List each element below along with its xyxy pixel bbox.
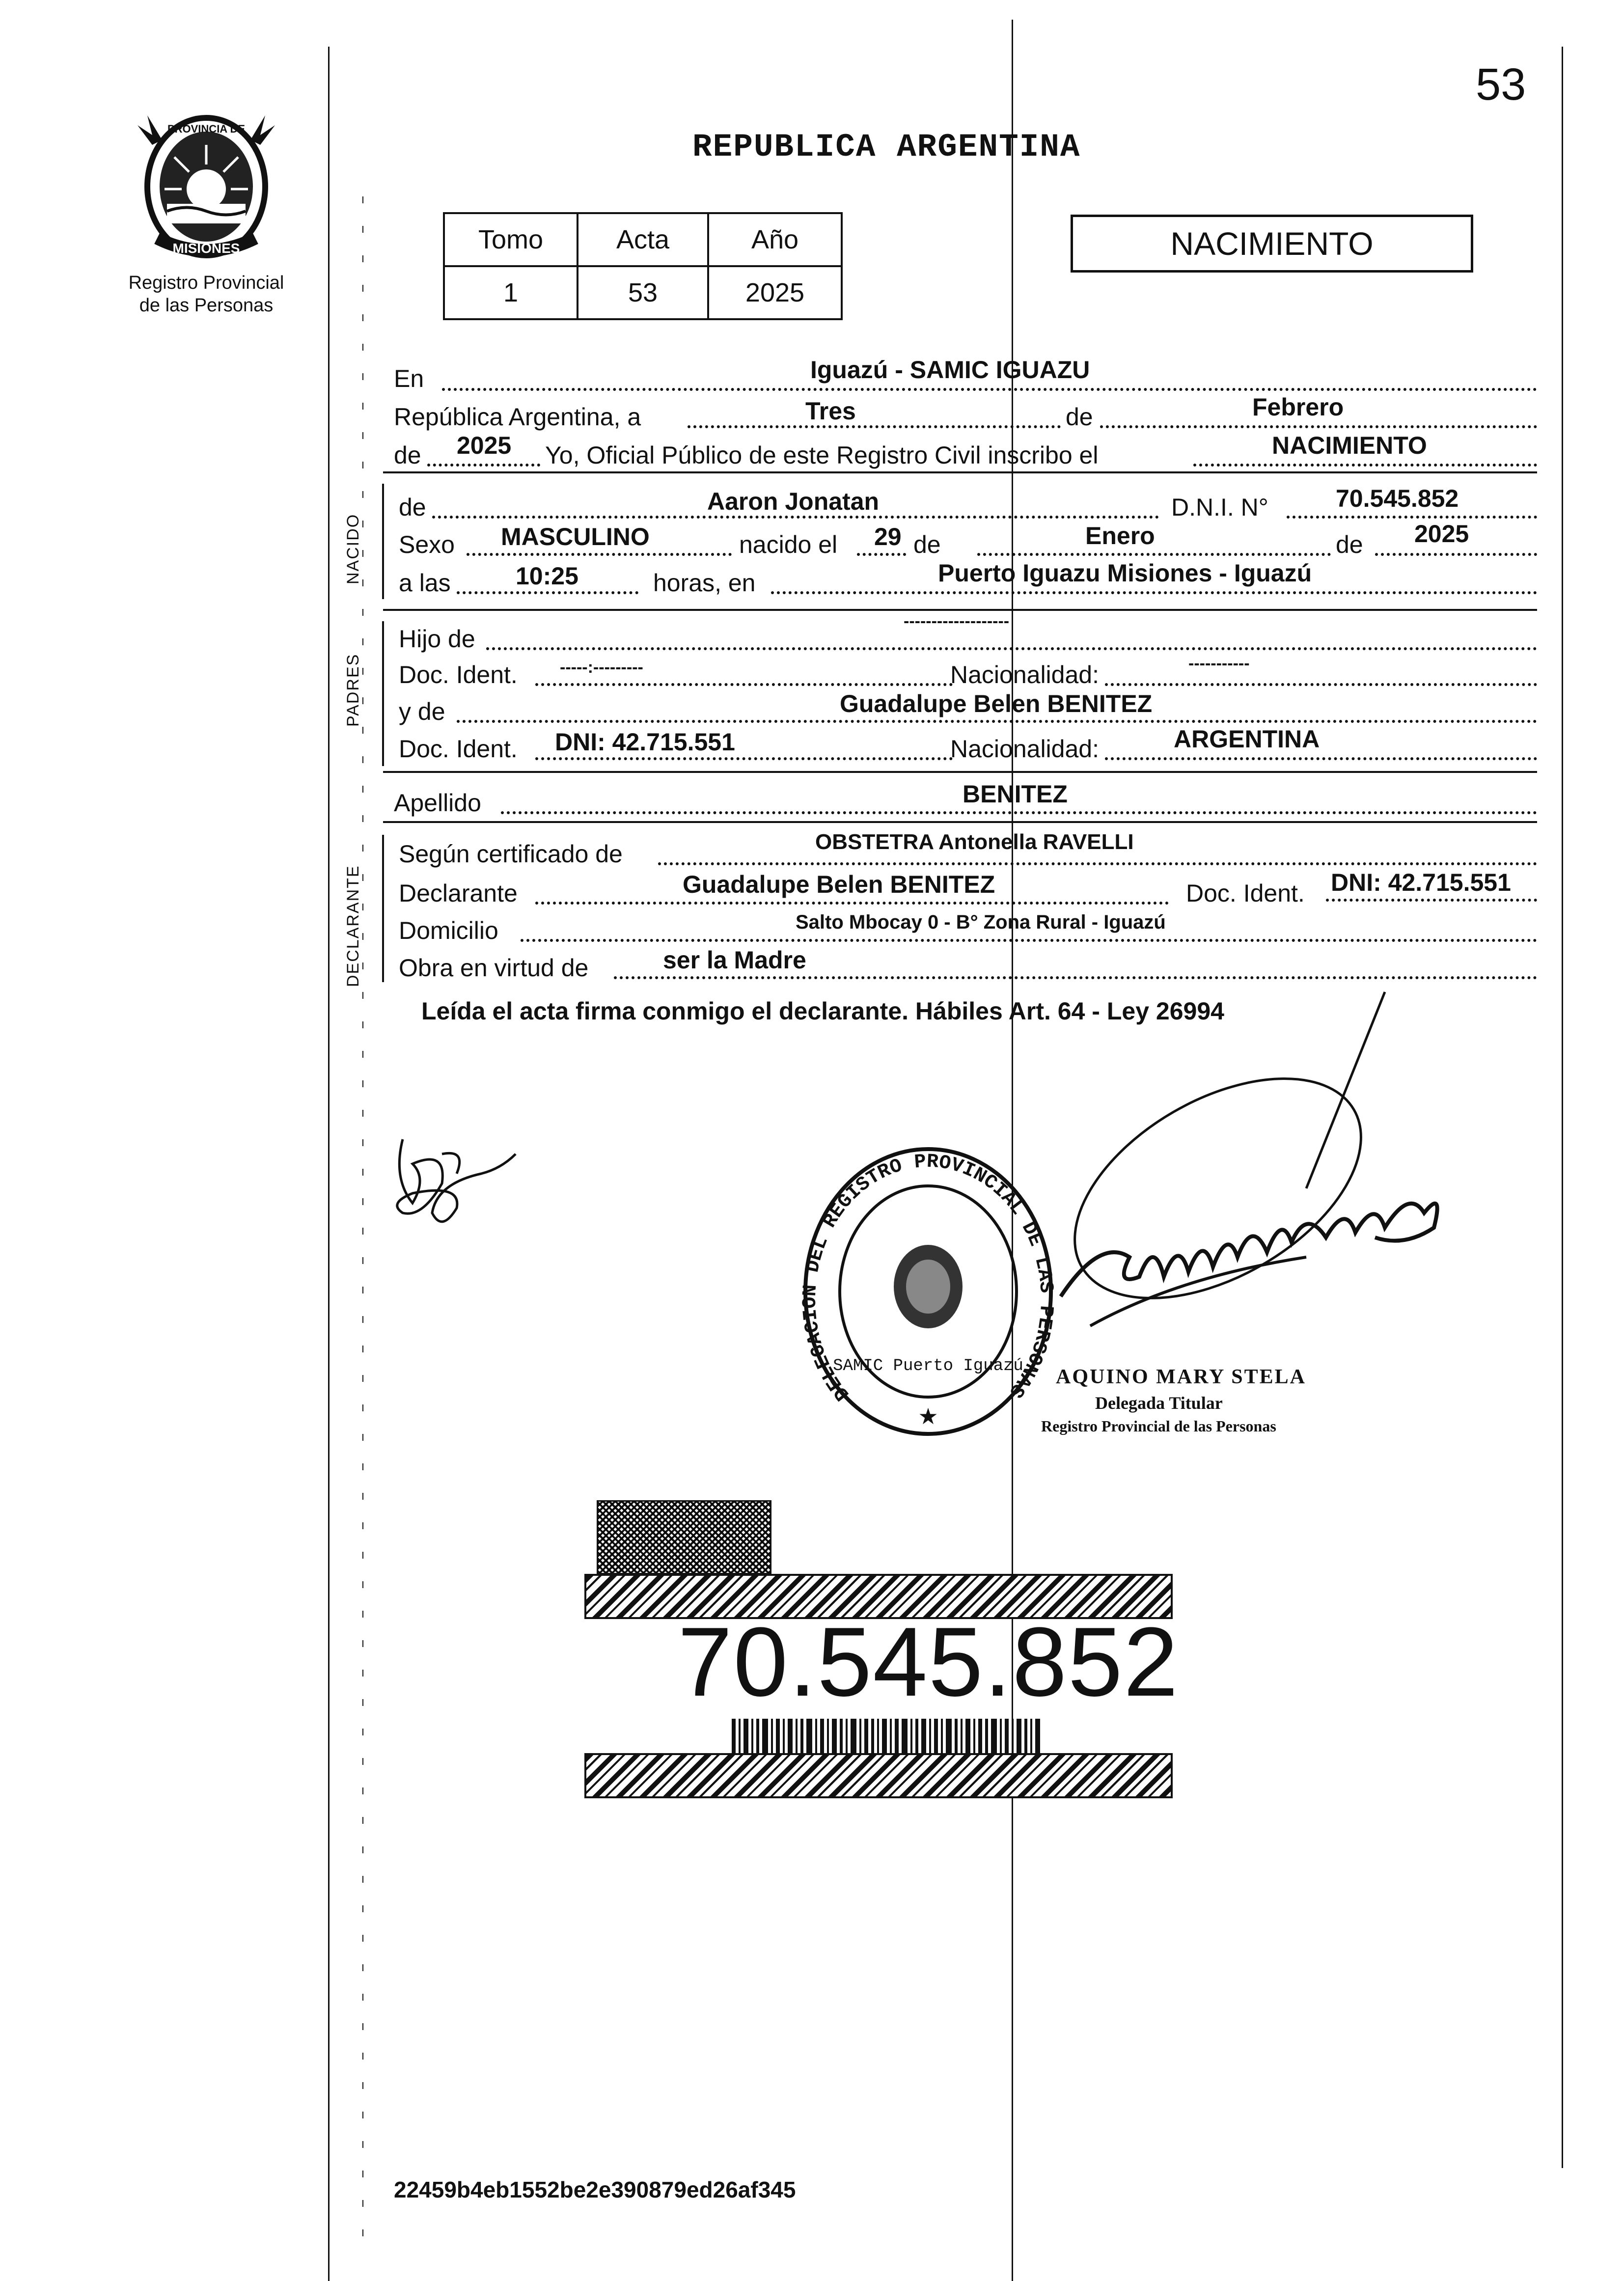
nacido-el-label: nacido el [739,531,838,558]
dotted-line [1193,464,1537,467]
nombre-value: Aaron Jonatan [707,488,880,515]
apellido-value: BENITEZ [963,780,1068,808]
dotted-line [977,553,1331,556]
en-value: Iguazú - SAMIC IGUAZU [810,356,1090,384]
mes-value: Febrero [1252,393,1344,421]
republica-label: República Argentina, a [394,403,641,431]
a-las-label: a las [399,569,451,597]
madre-doc-value: DNI: 42.715.551 [555,728,735,756]
dotted-line [1100,425,1537,428]
dotted-line [535,683,953,686]
page-title: REPUBLICA ARGENTINA [692,129,1081,165]
madre-nac-label: Nacionalidad: [950,735,1099,763]
record-table [443,212,843,320]
registry-label-line2: de las Personas [139,295,274,316]
province-seal [118,106,295,268]
oficial-text: Yo, Oficial Público de este Registro Civil inscribo el [545,441,1099,469]
left-margin-line [328,47,330,2281]
nacido-de2-label: de [913,531,941,558]
declarante-label: Declarante [399,879,518,907]
padre-value: ------------------- [904,612,1010,631]
en-label: En [394,365,424,392]
section-bracket [382,484,384,599]
dotted-line [467,553,732,556]
y-de-label: y de [399,698,445,725]
row-en [394,364,424,394]
dotted-line [427,464,540,467]
sexo-label: Sexo [399,531,455,558]
certificado-value: OBSTETRA Antonella RAVELLI [815,830,1134,854]
side-label-padres: PADRES [344,653,362,727]
security-number: 70.545.852 [678,1607,1179,1717]
dotted-line [501,811,1537,814]
svg-text:PROVINCIA DE: PROVINCIA DE [167,123,246,135]
lugar-value: Puerto Iguazu Misiones - Iguazú [938,559,1312,587]
document-type-box: NACIMIENTO [1071,215,1473,273]
dni-value: 70.545.852 [1336,485,1459,512]
de-label: de [1066,403,1093,431]
nacido-de3-label: de [1336,531,1363,558]
dotted-line [658,862,1537,865]
row-republica [394,403,641,432]
dia-value: Tres [805,397,856,425]
official-name: AQUINO MARY STELA [1056,1366,1307,1388]
obra-label: Obra en virtud de [399,954,589,982]
dotted-line [486,647,1537,650]
record-table-header-anio: Año [708,213,842,266]
dotted-line [857,553,906,556]
declarante-value: Guadalupe Belen BENITEZ [683,871,995,898]
official-office: Registro Provincial de las Personas [1041,1417,1276,1435]
stamp-outer-text: DELEGACION DEL REGISTRO PROVINCIAL DE LAS PERSONAS [799,1151,1057,1405]
obra-value: ser la Madre [663,946,806,974]
closing-text: Leída el acta firma conmigo el declarante. Hábiles Art. 64 - Ley 26994 [421,997,1224,1025]
record-table-header-acta: Acta [578,213,708,266]
domicilio-value: Salto Mbocay 0 - B° Zona Rural - Iguazú [796,911,1166,933]
nacido-anio-value: 2025 [1414,520,1469,548]
dni-label: D.N.I. N° [1171,494,1268,521]
section-bracket [382,835,384,982]
section-divider [383,609,1537,611]
section-divider [383,771,1537,773]
de2-label: de [394,441,421,469]
sexo-value: MASCULINO [501,523,650,550]
hijo-de-label: Hijo de [399,625,475,653]
security-band-bottom [584,1753,1173,1798]
dotted-line [1326,899,1537,902]
madre-doc-label: Doc. Ident. [399,735,518,763]
dotted-line [442,388,1537,391]
dotted-line [535,902,1169,905]
dotted-line [1287,516,1537,519]
dotted-line [771,591,1537,594]
apellido-label: Apellido [394,789,481,817]
record-table-value-anio: 2025 [708,266,842,319]
dotted-line [457,591,638,594]
dotted-line [535,757,953,760]
horas-en-label: horas, en [653,569,756,597]
declarante-doc-value: DNI: 42.715.551 [1331,869,1511,896]
section-bracket [382,621,384,766]
anio-value: 2025 [457,432,512,459]
record-table-value-row [444,266,842,319]
dotted-line [1105,683,1537,686]
domicilio-label: Domicilio [399,917,498,944]
nacido-mes-value: Enero [1085,522,1155,550]
declarante-doc-label: Doc. Ident. [1186,879,1305,907]
registry-label-line1: Registro Provincial [128,273,284,293]
hora-value: 10:25 [516,562,578,590]
dotted-line [521,939,1537,942]
declarant-signature [383,1120,530,1237]
madre-nac-value: ARGENTINA [1174,725,1320,753]
padre-doc-value: -----:--------- [560,658,643,677]
nacido-de-label: de [399,494,426,521]
page-number: 53 [1476,59,1526,110]
side-label-declarante: DECLARANTE [344,865,362,987]
nacido-dia-value: 29 [874,523,902,550]
official-role: Delegada Titular [1095,1393,1223,1413]
official-stamp [796,1139,1061,1444]
registry-label [113,272,300,317]
section-divider [383,471,1537,473]
record-table-value-acta: 53 [578,266,708,319]
dotted-line [1375,553,1537,556]
dotted-line [432,516,1159,519]
official-signature [1031,982,1493,1385]
right-margin-line [1562,47,1563,2168]
record-table-value-tomo: 1 [444,266,578,319]
madre-value: Guadalupe Belen BENITEZ [840,690,1153,717]
section-divider [383,821,1537,823]
svg-text:★: ★ [918,1403,938,1429]
dotted-line [1105,757,1537,760]
footer-hash: 22459b4eb1552be2e390879ed26af345 [394,2177,796,2202]
certificado-label: Según certificado de [399,840,623,868]
dotted-line [457,720,1537,723]
left-edge-dashes [362,196,363,2259]
security-pattern-square [597,1500,771,1574]
dotted-line [688,425,1061,428]
padre-nac-value: ----------- [1188,654,1250,673]
record-table-header-tomo: Tomo [444,213,578,266]
side-label-nacido: NACIDO [344,513,362,584]
stamp-inner-text: SAMIC Puerto Iguazú [833,1357,1023,1375]
padre-doc-label: Doc. Ident. [399,661,518,688]
dotted-line [614,976,1537,979]
record-table-header-row [444,213,842,266]
svg-text:MISIONES: MISIONES [172,241,240,256]
padre-nac-label: Nacionalidad: [950,661,1099,688]
inscribo-value: NACIMIENTO [1272,432,1427,459]
